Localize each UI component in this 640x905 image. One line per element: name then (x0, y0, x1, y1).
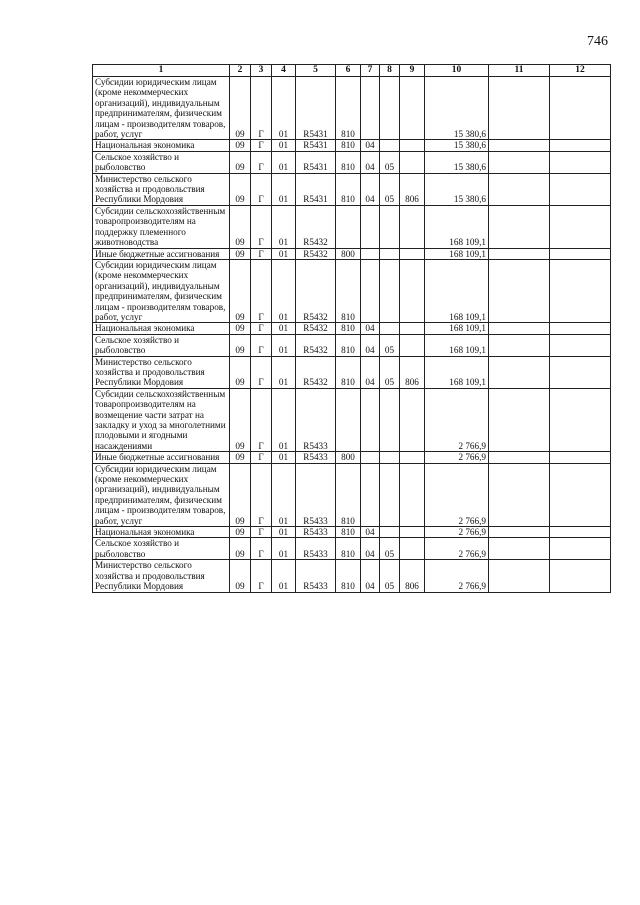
ministry-code (400, 140, 425, 151)
amount: 2 766,9 (425, 452, 489, 463)
chapter-code: 04 (361, 323, 380, 334)
amount-col-11 (489, 356, 550, 388)
ministry-code (400, 334, 425, 356)
amount: 15 380,6 (425, 173, 489, 205)
ministry-code (400, 205, 425, 248)
section-code: 09 (230, 560, 251, 592)
ministry-code: 806 (400, 173, 425, 205)
program-code: Г (251, 356, 272, 388)
amount-col-11 (489, 463, 550, 526)
expense-type-code: 810 (336, 140, 361, 151)
subprogram-code: 01 (272, 323, 296, 334)
program-code: Г (251, 323, 272, 334)
section-code: 09 (230, 334, 251, 356)
amount-col-12 (550, 538, 611, 560)
section-code: 09 (230, 463, 251, 526)
amount-col-12 (550, 388, 611, 451)
amount-col-11 (489, 205, 550, 248)
chapter-code (361, 452, 380, 463)
row-name: Субсидии сельскохозяйственным товаропроизводителям на возмещение части затрат на закладку и уход за многолетними плодовыми и ягодными насаждениями (93, 388, 230, 451)
subsection-code (380, 452, 400, 463)
amount: 15 380,6 (425, 77, 489, 140)
subprogram-code: 01 (272, 538, 296, 560)
table-row (93, 259, 611, 322)
amount-col-11 (489, 560, 550, 592)
chapter-code (361, 248, 380, 259)
amount-col-12 (550, 173, 611, 205)
target-code: R5433 (296, 463, 336, 526)
expense-type-code: 810 (336, 151, 361, 173)
program-code: Г (251, 527, 272, 538)
amount-col-11 (489, 151, 550, 173)
budget-table (92, 64, 611, 593)
amount-col-11 (489, 452, 550, 463)
chapter-code (361, 205, 380, 248)
subprogram-code: 01 (272, 140, 296, 151)
table-row (93, 151, 611, 173)
ministry-code (400, 452, 425, 463)
chapter-code (361, 388, 380, 451)
target-code: R5433 (296, 388, 336, 451)
table-row (93, 356, 611, 388)
amount: 168 109,1 (425, 334, 489, 356)
column-header: 11 (489, 65, 550, 77)
amount-col-12 (550, 77, 611, 140)
amount-col-11 (489, 140, 550, 151)
row-name: Иные бюджетные ассигнования (93, 452, 230, 463)
target-code: R5432 (296, 205, 336, 248)
amount-col-12 (550, 259, 611, 322)
column-header: 7 (361, 65, 380, 77)
program-code: Г (251, 248, 272, 259)
amount: 168 109,1 (425, 323, 489, 334)
table-row (93, 205, 611, 248)
subsection-code: 05 (380, 560, 400, 592)
column-header: 10 (425, 65, 489, 77)
row-name: Национальная экономика (93, 527, 230, 538)
amount-col-12 (550, 560, 611, 592)
subsection-code: 05 (380, 538, 400, 560)
subsection-code: 05 (380, 356, 400, 388)
amount-col-12 (550, 356, 611, 388)
subsection-code (380, 248, 400, 259)
subsection-code (380, 140, 400, 151)
subsection-code (380, 388, 400, 451)
amount: 2 766,9 (425, 538, 489, 560)
chapter-code: 04 (361, 334, 380, 356)
subprogram-code: 01 (272, 463, 296, 526)
amount-col-12 (550, 248, 611, 259)
column-header: 8 (380, 65, 400, 77)
chapter-code: 04 (361, 560, 380, 592)
subprogram-code: 01 (272, 205, 296, 248)
target-code: R5433 (296, 527, 336, 538)
subprogram-code: 01 (272, 173, 296, 205)
section-code: 09 (230, 323, 251, 334)
subprogram-code: 01 (272, 334, 296, 356)
amount-col-12 (550, 527, 611, 538)
column-header: 6 (336, 65, 361, 77)
table-row (93, 527, 611, 538)
amount: 168 109,1 (425, 356, 489, 388)
column-header: 5 (296, 65, 336, 77)
row-name: Иные бюджетные ассигнования (93, 248, 230, 259)
ministry-code (400, 388, 425, 451)
amount-col-11 (489, 334, 550, 356)
program-code: Г (251, 452, 272, 463)
row-name: Субсидии юридическим лицам (кроме некоммерческих организаций), индивидуальным предпринимателям, физическим лицам - производителям товаров, работ, услуг (93, 77, 230, 140)
chapter-code: 04 (361, 151, 380, 173)
table-row (93, 560, 611, 592)
ministry-code (400, 248, 425, 259)
table-row (93, 538, 611, 560)
ministry-code: 806 (400, 560, 425, 592)
program-code: Г (251, 463, 272, 526)
column-header: 4 (272, 65, 296, 77)
amount-col-12 (550, 452, 611, 463)
chapter-code: 04 (361, 356, 380, 388)
subsection-code (380, 323, 400, 334)
ministry-code (400, 527, 425, 538)
row-name: Сельское хозяйство и рыболовство (93, 334, 230, 356)
amount-col-11 (489, 538, 550, 560)
chapter-code (361, 77, 380, 140)
expense-type-code: 810 (336, 356, 361, 388)
program-code: Г (251, 388, 272, 451)
amount: 2 766,9 (425, 388, 489, 451)
subsection-code (380, 527, 400, 538)
ministry-code (400, 77, 425, 140)
section-code: 09 (230, 452, 251, 463)
subsection-code: 05 (380, 334, 400, 356)
table-row (93, 334, 611, 356)
subprogram-code: 01 (272, 388, 296, 451)
target-code: R5433 (296, 560, 336, 592)
expense-type-code: 800 (336, 452, 361, 463)
amount-col-11 (489, 527, 550, 538)
expense-type-code (336, 205, 361, 248)
section-code: 09 (230, 388, 251, 451)
column-header: 1 (93, 65, 230, 77)
subsection-code: 05 (380, 151, 400, 173)
ministry-code (400, 463, 425, 526)
expense-type-code: 800 (336, 248, 361, 259)
amount-col-12 (550, 334, 611, 356)
page-number: 746 (587, 34, 608, 49)
section-code: 09 (230, 151, 251, 173)
amount-col-12 (550, 140, 611, 151)
subprogram-code: 01 (272, 248, 296, 259)
ministry-code (400, 323, 425, 334)
table-row (93, 452, 611, 463)
expense-type-code: 810 (336, 527, 361, 538)
column-header: 9 (400, 65, 425, 77)
target-code: R5432 (296, 248, 336, 259)
section-code: 09 (230, 248, 251, 259)
subsection-code (380, 259, 400, 322)
row-name: Субсидии юридическим лицам (кроме некоммерческих организаций), индивидуальным предпринимателям, физическим лицам - производителям товаров, работ, услуг (93, 463, 230, 526)
table-row (93, 323, 611, 334)
target-code: R5432 (296, 334, 336, 356)
table-row (93, 173, 611, 205)
program-code: Г (251, 151, 272, 173)
target-code: R5431 (296, 77, 336, 140)
subsection-code (380, 205, 400, 248)
row-name: Национальная экономика (93, 140, 230, 151)
column-header: 3 (251, 65, 272, 77)
expense-type-code: 810 (336, 334, 361, 356)
section-code: 09 (230, 77, 251, 140)
program-code: Г (251, 259, 272, 322)
subprogram-code: 01 (272, 259, 296, 322)
amount-col-11 (489, 173, 550, 205)
expense-type-code: 810 (336, 560, 361, 592)
chapter-code: 04 (361, 173, 380, 205)
amount-col-12 (550, 323, 611, 334)
program-code: Г (251, 560, 272, 592)
section-code: 09 (230, 356, 251, 388)
ministry-code (400, 151, 425, 173)
chapter-code: 04 (361, 527, 380, 538)
amount-col-12 (550, 205, 611, 248)
ministry-code (400, 259, 425, 322)
amount-col-11 (489, 259, 550, 322)
target-code: R5431 (296, 151, 336, 173)
amount: 168 109,1 (425, 259, 489, 322)
amount: 15 380,6 (425, 140, 489, 151)
table-row (93, 140, 611, 151)
row-name: Министерство сельского хозяйства и продовольствия Республики Мордовия (93, 356, 230, 388)
amount-col-12 (550, 151, 611, 173)
amount-col-11 (489, 77, 550, 140)
program-code: Г (251, 77, 272, 140)
subprogram-code: 01 (272, 356, 296, 388)
program-code: Г (251, 173, 272, 205)
amount: 2 766,9 (425, 527, 489, 538)
expense-type-code: 810 (336, 77, 361, 140)
subprogram-code: 01 (272, 77, 296, 140)
program-code: Г (251, 538, 272, 560)
chapter-code (361, 259, 380, 322)
ministry-code (400, 538, 425, 560)
chapter-code (361, 463, 380, 526)
expense-type-code: 810 (336, 463, 361, 526)
subprogram-code: 01 (272, 151, 296, 173)
program-code: Г (251, 140, 272, 151)
subsection-code: 05 (380, 173, 400, 205)
row-name: Субсидии сельскохозяйственным товаропроизводителям на поддержку племенного животноводства (93, 205, 230, 248)
expense-type-code: 810 (336, 173, 361, 205)
row-name: Сельское хозяйство и рыболовство (93, 538, 230, 560)
table-row (93, 77, 611, 140)
target-code: R5432 (296, 259, 336, 322)
section-code: 09 (230, 173, 251, 205)
expense-type-code: 810 (336, 538, 361, 560)
amount-col-11 (489, 388, 550, 451)
section-code: 09 (230, 259, 251, 322)
amount: 168 109,1 (425, 205, 489, 248)
section-code: 09 (230, 538, 251, 560)
chapter-code: 04 (361, 140, 380, 151)
amount: 2 766,9 (425, 560, 489, 592)
chapter-code: 04 (361, 538, 380, 560)
program-code: Г (251, 205, 272, 248)
section-code: 09 (230, 205, 251, 248)
target-code: R5431 (296, 140, 336, 151)
expense-type-code: 810 (336, 323, 361, 334)
column-header: 2 (230, 65, 251, 77)
amount-col-11 (489, 323, 550, 334)
amount-col-11 (489, 248, 550, 259)
section-code: 09 (230, 527, 251, 538)
amount-col-12 (550, 463, 611, 526)
table-row (93, 463, 611, 526)
table-row (93, 248, 611, 259)
target-code: R5432 (296, 356, 336, 388)
expense-type-code: 810 (336, 259, 361, 322)
row-name: Субсидии юридическим лицам (кроме некоммерческих организаций), индивидуальным предпринимателям, физическим лицам - производителям товаров, работ, услуг (93, 259, 230, 322)
ministry-code: 806 (400, 356, 425, 388)
amount: 15 380,6 (425, 151, 489, 173)
row-name: Министерство сельского хозяйства и продовольствия Республики Мордовия (93, 560, 230, 592)
subsection-code (380, 463, 400, 526)
program-code: Г (251, 334, 272, 356)
subsection-code (380, 77, 400, 140)
subprogram-code: 01 (272, 527, 296, 538)
column-header: 12 (550, 65, 611, 77)
row-name: Сельское хозяйство и рыболовство (93, 151, 230, 173)
target-code: R5433 (296, 452, 336, 463)
target-code: R5433 (296, 538, 336, 560)
section-code: 09 (230, 140, 251, 151)
target-code: R5431 (296, 173, 336, 205)
amount: 168 109,1 (425, 248, 489, 259)
subprogram-code: 01 (272, 452, 296, 463)
row-name: Министерство сельского хозяйства и продовольствия Республики Мордовия (93, 173, 230, 205)
row-name: Национальная экономика (93, 323, 230, 334)
subprogram-code: 01 (272, 560, 296, 592)
expense-type-code (336, 388, 361, 451)
table-header-row (93, 65, 611, 77)
table-row (93, 388, 611, 451)
amount: 2 766,9 (425, 463, 489, 526)
target-code: R5432 (296, 323, 336, 334)
